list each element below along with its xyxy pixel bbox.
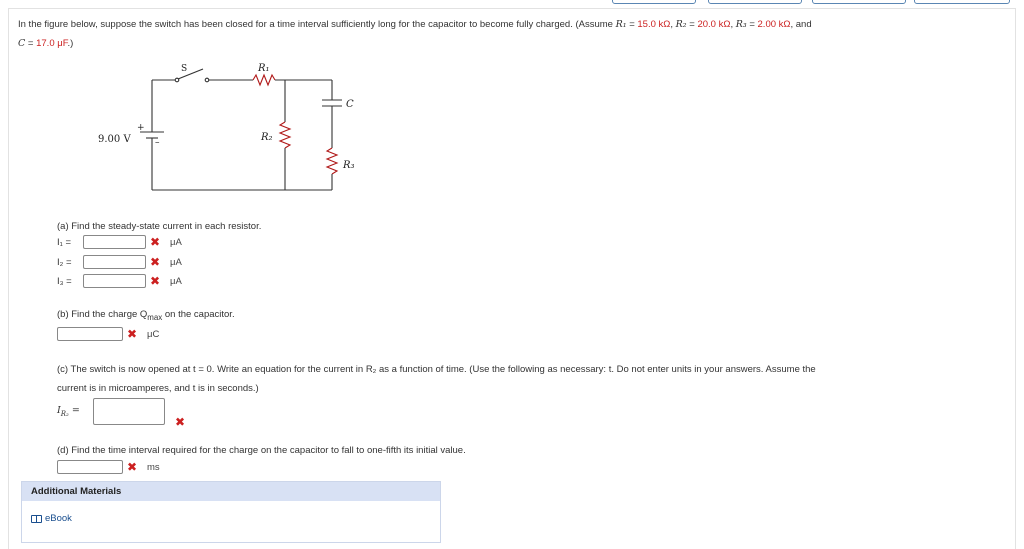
i1-unit: μA	[170, 236, 182, 248]
r3-value: 2.00 kΩ	[757, 19, 791, 30]
tab-stub[interactable]	[812, 0, 906, 4]
part-b-question: (b) Find the charge $Q_{max}$ on the capacitor.	[57, 309, 235, 322]
circuit-diagram	[95, 58, 395, 198]
ir2-row	[57, 396, 165, 426]
r1-value: 15.0 kΩ	[637, 19, 671, 30]
r3-label: R₃	[343, 160, 355, 171]
qmax-row	[57, 325, 159, 343]
switch-label: S	[181, 64, 188, 74]
incorrect-icon: ✖	[127, 327, 138, 341]
book-icon	[31, 515, 42, 523]
additional-materials-header: Additional Materials	[22, 482, 440, 501]
ir2-input[interactable]	[93, 398, 165, 425]
time-row	[57, 458, 160, 476]
qmax-input[interactable]	[57, 327, 123, 341]
i2-row	[57, 253, 182, 271]
part-c-question: (c) The switch is now opened at t = 0. Write an equation for the current in R₂ as a function of time. (Use the following as necessary: t. Do not enter units in your answers. Assume the current is in microamperes, and t is in seconds.)	[57, 364, 816, 394]
battery-plus: +	[137, 123, 145, 133]
problem-statement: In the figure below, suppose the switch has been closed for a time interval sufficiently long for the capacitor to become fully charged. (Assume R₁ = 15.0 kΩ, R₂ = 20.0 kΩ, R₃ = 2.00 kΩ, and C = 17.0 μF.)	[18, 19, 812, 49]
top-tab-strip	[0, 0, 1024, 4]
i2-label: I₂ =	[57, 256, 72, 268]
part-a-question: (a) Find the steady-state current in each resistor.	[57, 221, 262, 232]
incorrect-icon: ✖	[175, 415, 186, 429]
battery-minus: –	[155, 138, 160, 148]
i1-row	[57, 233, 182, 251]
i2-input[interactable]	[83, 255, 146, 269]
tab-stub[interactable]	[708, 0, 802, 4]
qmax-unit: μC	[147, 328, 160, 340]
i3-row	[57, 272, 182, 290]
incorrect-icon: ✖	[150, 255, 161, 269]
i3-input[interactable]	[83, 274, 146, 288]
time-unit: ms	[147, 461, 160, 473]
c-value: 17.0 μF	[36, 38, 68, 49]
tab-stub[interactable]	[914, 0, 1010, 4]
i1-label: I₁ =	[57, 236, 72, 248]
i3-label: I₃ =	[57, 275, 72, 287]
i1-input[interactable]	[83, 235, 146, 249]
incorrect-icon: ✖	[150, 235, 161, 249]
incorrect-icon: ✖	[150, 274, 161, 288]
r2-value: 20.0 kΩ	[697, 19, 731, 30]
time-input[interactable]	[57, 460, 123, 474]
capacitor-label: C	[346, 99, 354, 110]
r1-label: R₁	[258, 63, 270, 74]
ebook-link[interactable]: eBook	[31, 513, 72, 524]
battery-label: 9.00 V	[98, 134, 131, 145]
ir2-label: $I_{R_2}$ =	[57, 404, 80, 418]
i2-unit: μA	[170, 256, 182, 268]
part-d-question: (d) Find the time interval required for the charge on the capacitor to fall to one-fifth its initial value.	[57, 445, 466, 456]
r2-label: R₂	[261, 132, 273, 143]
i3-unit: μA	[170, 275, 182, 287]
tab-stub[interactable]	[612, 0, 696, 4]
incorrect-icon: ✖	[127, 460, 138, 474]
